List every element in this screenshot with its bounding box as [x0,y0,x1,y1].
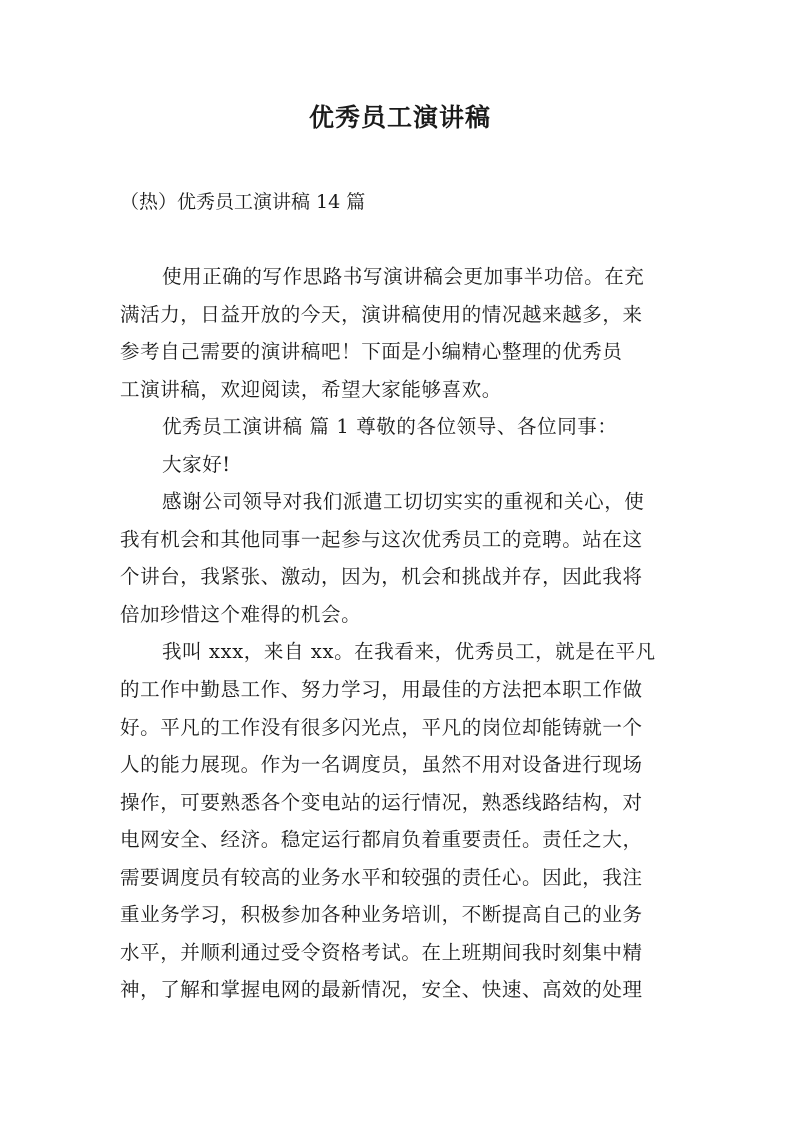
text-line: 使用正确的写作思路书写演讲稿会更加事半功倍。在充 [162,265,645,288]
text-line: 人的能力展现。作为一名调度员，虽然不用对设备进行现场 [120,753,643,777]
text-line: 神，了解和掌握电网的最新情况，安全、快速、高效的处理 [120,978,643,1002]
text-line: 重业务学习，积极参加各种业务培训，不断提高自己的业务 [120,903,643,927]
text-line: 优秀员工演讲稿 篇 1 尊敬的各位领导、各位同事： [162,415,618,439]
text-line: 大家好! [162,452,231,476]
text-line: 工演讲稿，欢迎阅读，希望大家能够喜欢。 [120,377,502,401]
text-line: 电网安全、经济。稳定运行都肩负着重要责任。责任之大， [120,828,643,852]
text-line: 操作，可要熟悉各个变电站的运行情况，熟悉线路结构，对 [120,790,643,814]
text-line: 满活力，日益开放的今天，演讲稿使用的情况越来越多，来 [120,302,643,326]
text-line: 参考自己需要的演讲稿吧！下面是小编精心整理的优秀员 [120,340,623,364]
text-line: 感谢公司领导对我们派遣工切切实实的重视和关心，使 [162,490,645,514]
text-line: 好。平凡的工作没有很多闪光点，平凡的岗位却能铸就一个 [120,715,643,739]
text-line: 我叫 xxx，来自 xx。在我看来，优秀员工，就是在平凡 [162,640,656,664]
text-line: 的工作中勤恳工作、努力学习，用最佳的方法把本职工作做 [120,678,643,702]
text-line: 个讲台，我紧张、激动，因为，机会和挑战并存，因此我将 [120,565,643,589]
text-line: 水平，并顺利通过受令资格考试。在上班期间我时刻集中精 [120,940,643,964]
document-subtitle: （热）优秀员工演讲稿 14 篇 [120,191,366,213]
text-line: 倍加珍惜这个难得的机会。 [120,602,362,626]
page-title: 优秀员工演讲稿 [308,103,491,132]
text-line: 我有机会和其他同事一起参与这次优秀员工的竞聘。站在这 [120,527,643,551]
text-line: 需要调度员有较高的业务水平和较强的责任心。因此，我注 [120,865,643,889]
body-text [120,258,696,1009]
